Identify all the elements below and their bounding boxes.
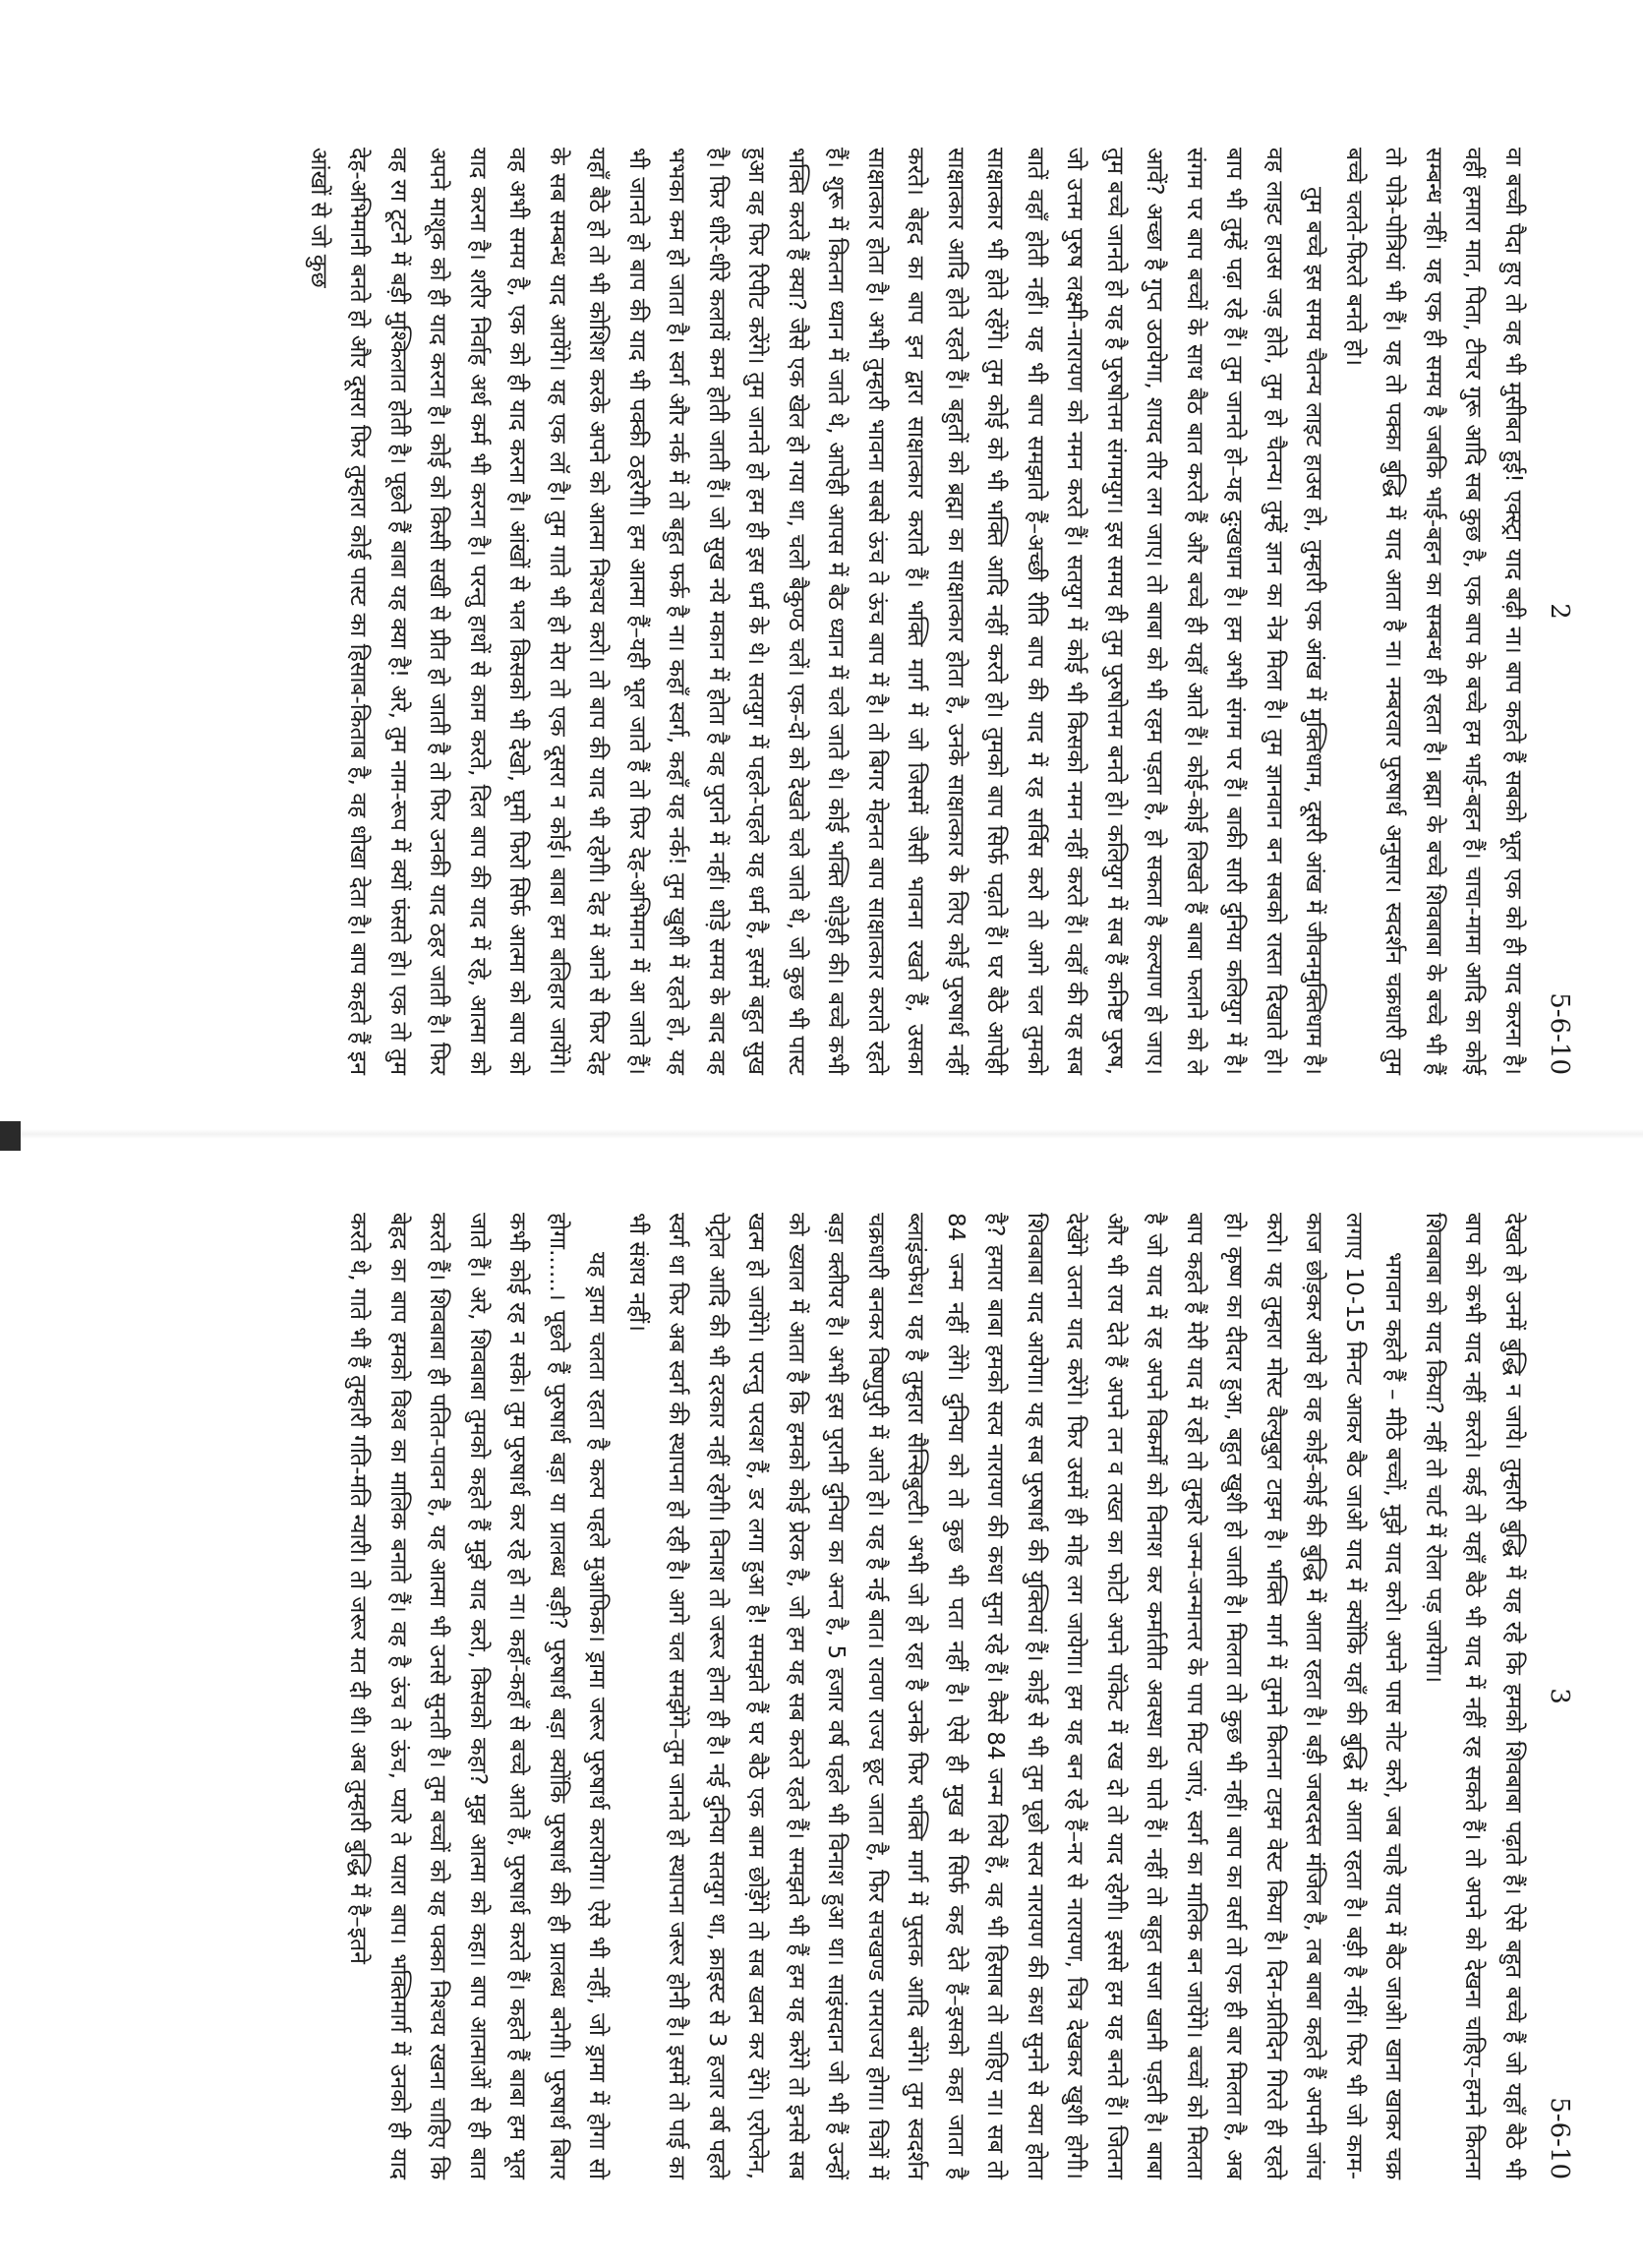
right-page-number: 3 [1545,1688,1574,1704]
scan-edge-mark [0,1121,21,1151]
left-page-body [299,148,1534,1075]
right-page-body [338,1213,1533,2179]
left-paragraph-2: तुम बच्चे इस समय चैतन्य लाइट हाउस हो, तुम्हारी एक आंख में मुक्तिधाम, दूसरी आंख में जीवनमुक्तिधाम है। वह लाइट हाउस जड़ होते, तुम हो चैतन्य। तुम्हें ज्ञान का नेत्र मिला है। तुम ज्ञानवान बन सबको रास्ता दिखाते हो। बाप भी तुम्हें पढ़ा रहे हैं। तुम जानते हो–यह दुःखधाम है। हम अभी संगम पर हैं। बाकी सारी दुनिया कलियुग में है। संगम पर बाप बच्चों के साथ बैठ बात करते हैं और बच्चे ही यहाँ आते हैं। कोई-कोई लिखते हैं बाबा फलाने को ले आवें? अच्छा है गुप्त उठायेगा, शायद तीर लग जाए। तो बाबा को भी रहम पड़ता है, हो सकता है कल्याण हो जाए। तुम बच्चे जानते हो यह है पुरुषोत्तम संगमयुग। इस समय ही तुम पुरुषोत्तम बनते हो। कलियुग में सब हैं कनिष्ट पुरुष, जो उत्तम पुरुष लक्ष्मी-नारायण को नमन करते हैं। सतयुग में कोई भी किसको नमन नहीं करते हैं। वहाँ की यह सब बातें वहाँ होती नहीं। यह भी बाप समझाते हैं–अच्छी रीति बाप की याद में रह सर्विस करो तो आगे चल तुमको साक्षात्कार भी होते रहेंगे। तुम कोई को भी भक्ति आदि नहीं करते हो। तुमको बाप सिर्फ पढ़ाते हैं। घर बैठे आपेही साक्षात्कार आदि होते रहते हैं। बहुतों को ब्रह्मा का साक्षात्कार होता है, उनके साक्षात्कार के लिए कोई पुरुषार्थ नहीं करते। बेहद का बाप इन द्वारा साक्षात्कार कराते हैं। भक्ति मार्ग में जो जिसमें जैसी भावना रखते हैं, उसका साक्षात्कार होता है। अभी तुम्हारी भावना सबसे ऊंच ते ऊंच बाप में है। तो बिगर मेहनत बाप साक्षात्कार कराते रहते हैं। शुरू में कितना ध्यान में जाते थे, आपेही आपस में बैठ ध्यान में चले जाते थे। कोई भक्ति थोड़ेही की। बच्चे कभी भक्ति करते हैं क्या? जैसे एक खेल हो गया था, चलो बैकुण्ठ चलें। एक-दो को देखते चले जाते थे, जो कुछ भी पास्ट हुआ वह फिर रिपीट करेंगे। तुम जानते हो हम ही इस धर्म के थे। सतयुग में पहले-पहले यह धर्म है, इसमें बहुत सुख है। फिर धीरे-धीरे कलायें कम होती जाती हैं। जो सुख नये मकान में होता है वह पुराने में नहीं। थोड़े समय के बाद वह भभका कम हो जाता है। स्वर्ग और नर्क में तो बहुत फर्क है ना। कहाँ स्वर्ग, कहाँ यह नर्क! तुम खुशी में रहते हो, यह भी जानते हो बाप की याद भी पक्की ठहरेगी। हम आत्मा हैं–यही भूल जाते हैं तो फिर देह-अभिमान में आ जाते हैं। यहाँ बैठे हो तो भी कोशिश करके अपने को आत्मा निश्चय करो। तो बाप की याद भी रहेगी। देह में आने से फिर देह के सब सम्बन्ध याद आयेंगे। यह एक लॉ है। तुम गाते भी हो मेरा तो एक दूसरा न कोई। बाबा हम बलिहार जायेंगे। वह अभी समय है, एक को ही याद करना है। आंखों से भल किसको भी देखो, घूमो फिरो सिर्फ आत्मा को बाप को याद करना है। शरीर निर्वाह अर्थ कर्म भी करना है। परन्तु हाथों से काम करते, दिल बाप की याद में रहे, आत्मा को अपने माशूक को ही याद करना है। कोई को किसी सखी से प्रीत हो जाती है तो फिर उनकी याद ठहर जाती है। फिर वह रग टूटने में बड़ी मुश्किलात होती है। पूछते हैं बाबा यह क्या है! अरे, तुम नाम-रूप में क्यों फंसते हो। एक तो तुम देह-अभिमानी बनते हो और दूसरा फिर तुम्हारा कोई पास्ट का हिसाब-किताब है, वह धोखा देता है। बाप कहते हैं इन आंखों से जो कुछ [306,148,1327,1075]
right-page [0,1134,1643,2268]
right-paragraph-3: यह ड्रामा चलता रहता है कल्प पहले मुआफिक। ड्रामा जरूर पुरुषार्थ करायेगा। ऐसे भी नहीं, जो ड्रामा में होगा सो होगा......। पूछते हैं पुरुषार्थ बड़ा या प्रालब्ध बड़ी? पुरुषार्थ बड़ा क्योंकि पुरुषार्थ की ही प्रालब्ध बनेगी। पुरुषार्थ बिगर कभी कोई रह न सके। तुम पुरुषार्थ कर रहे हो ना। कहाँ-कहाँ से बच्चे आते हैं, पुरुषार्थ करते हैं। कहते हैं बाबा हम भूल जाते हैं। अरे, शिवबाबा तुमको कहते हैं मुझे याद करो, किसको कहा? मुझ आत्मा को कहा। बाप आत्माओं से ही बात करते हैं। शिवबाबा ही पतित-पावन है, यह आत्मा भी उनसे सुनती है। तुम बच्चों को यह पक्का निश्चय रखना चाहिए कि बेहद का बाप हमको विश्व का मालिक बनाते हैं। वह है ऊंच ते ऊंच, प्यारे ते प्यारा बाप। भक्तिमार्ग में उनको ही याद करते थे, गाते भी हैं तुम्हारी गति-मति न्यारी। तो जरूर मत दी थी। अब तुम्हारी बुद्धि में है–इतने [345,1213,611,2179]
right-paragraph-1: देखते हो उनमें बुद्धि न जाये। तुम्हारी बुद्धि में यह रहे कि हमको शिवबाबा पढ़ाते हैं। ऐसे बहुत बच्चे हैं जो यहाँ बैठे भी बाप को कभी याद नहीं करते। कई तो यहाँ बैठे भी याद में नहीं रह सकते हैं। तो अपने को देखना चाहिए–हमने कितना शिवबाबा को याद किया? नहीं तो चार्ट में रोला पड़ जायेगा। [1421,1213,1526,2179]
left-page-header [1533,148,1574,1075]
left-paragraph-1: वा बच्ची पैदा हुए तो वह भी मुसीबत हुई! एक्स्ट्रा याद बढ़ी ना। बाप कहते हैं सबको भूल एक को ही याद करना है। वहीं हमारा मात, पिता, टीचर गुरू आदि सब कुछ है, एक बाप के बच्चे हम भाई-बहन हैं। चाचा-मामा आदि का कोई सम्बन्ध नहीं। यह एक ही समय है जबकि भाई-बहन का सम्बन्ध ही रहता है। ब्रह्मा के बच्चे शिवबाबा के बच्चे भी हैं तो पोत्रे-पोत्रियां भी हैं। यह तो पक्का बुद्धि में याद आता है ना। नम्बरवार पुरुषार्थ अनुसार। स्वदर्शन चक्रधारी तुम बच्चे चलते-फिरते बनते हो। [1341,148,1526,1075]
right-paragraph-2: भगवान कहते हैं – मीठे बच्चों, मुझे याद करो। अपने पास नोट करो, जब चाहे याद में बैठ जाओ। खाना खाकर चक्र लगाए 10-15 मिनट आकर बैठ जाओ याद में क्योंकि यहाँ की बुद्धि में आता रहता है। बड़ी है नहीं। फिर भी जो काम-काज छोड़कर आये हो वह कोई-कोई की बुद्धि में आता रहता है। बड़ी जबरदस्त मंजिल है, तब बाबा कहते हैं अपनी जांच करो। यह तुम्हारा मोस्ट वैल्युबुल टाइम है। भक्ति मार्ग में तुमने कितना टाइम वेस्ट किया है। दिन-प्रतिदिन गिरते ही रहते हो। कृष्ण का दीदार हुआ, बहुत खुशी हो जाती है। मिलता तो कुछ भी नहीं। बाप का वर्सा तो एक ही बार मिलता है, अब बाप कहते हैं मेरी याद में रहो तो तुम्हारे जन्म-जन्मान्तर के पाप मिट जाएं, स्वर्ग का मालिक बन जायेंगे। बच्चों को मिलता है जो याद में रह अपने विकर्मों को विनाश कर कर्मातीत अवस्था को पाते हैं। नहीं तो बहुत सजा खानी पड़ती है। बाबा और भी राय देते हैं अपने तन व तख्त का फोटो अपने पॉकेट में रख दो तो याद रहेगी। इससे हम यह बनते हैं। जितना देखेंगे उतना याद करेंगे। फिर उसमें ही मोह लग जायेगा। हम यह बन रहे हैं–नर से नारायण, चित्र देखकर खुशी होगी। शिवबाबा याद आयेगा। यह सब पुरुषार्थ की युक्तियां हैं। कोई से भी तुम पूछो सत्य नारायण की कथा सुनने से क्या होता है? हमारा बाबा हमको सत्य नारायण की कथा सुना रहे हैं। कैसे 84 जन्म लिये हैं, वह भी हिसाब तो चाहिए ना। सब तो 84 जन्म नहीं लेंगे। दुनिया को तो कुछ भी पता नहीं है। ऐसे ही मुख से सिर्फ कह देते हैं–इसको कहा जाता है ब्लाइंडफेथ। यह है तुम्हारा सैन्सिबुल्टी। अभी जो हो रहा है उनके फिर भक्ति मार्ग में पुस्तक आदि बनेंगे। तुम स्वदर्शन चक्रधारी बनकर विष्णुपुरी में आते हो। यह है नई बात। रावण राज्य छूट जाता है, फिर सचखण्ड रामराज्य होगा। चित्रों में बड़ा क्लीयर है। अभी इस पुरानी दुनिया का अन्त है, 5 हजार वर्ष पहले भी विनाश हुआ था। साइंसदान जो भी हैं उन्हों को ख्याल में आता है कि हमको कोई प्रेरक है, जो हम यह सब करते रहते हैं। समझते भी हैं हम यह करेंगे तो इनसे सब खत्म हो जायेंगे। परन्तु परवश हैं, डर लगा हुआ है! समझते हैं घर बैठे एक बाम छोड़ेंगे तो सब खत्म कर देंगे। एरोप्लेन, पेट्रोल आदि की भी दरकार नहीं रहेगी। विनाश तो जरूर होना ही है। नई दुनिया सतयुग था, क्राइस्ट से 3 हजार वर्ष पहले स्वर्ग था फिर अब स्वर्ग की स्थापना हो रही है। आगे चल समझेंगे–तुम जानते हो स्थापना जरूर होनी है। इसमें तो पाई का भी संशय नहीं। [624,1213,1407,2179]
right-page-header [1533,1213,1574,2179]
right-page-date: 5-6-10 [1545,2097,1574,2179]
left-page-number: 2 [1545,603,1574,620]
left-page-date: 5-6-10 [1545,992,1574,1075]
